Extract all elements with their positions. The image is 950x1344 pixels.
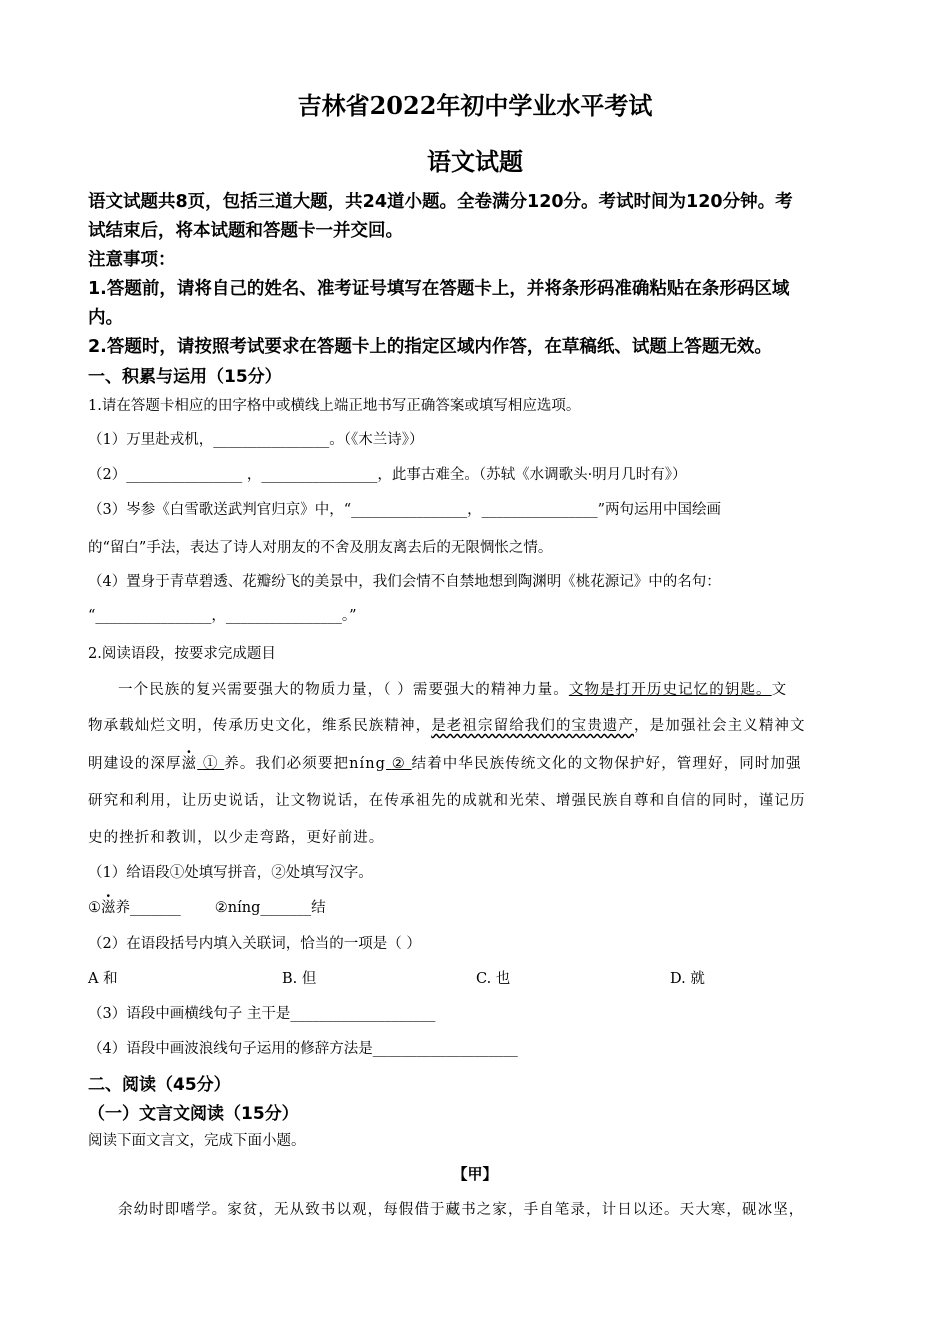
notice-label: 注意事项： <box>88 250 176 270</box>
passage-line-4: 研究和利用，让历史说话，让文物说话，在传承祖先的成就和光荣、增强民族自尊和自信的同时，谨记历 <box>88 793 806 809</box>
blank-2-marker: ② <box>391 756 406 772</box>
section-2-heading: 二、阅读（45分） <box>88 1075 231 1095</box>
q1-item-4-line-1: （4）置身于青草碧透、花瓣纷飞的美景中，我们会情不自禁地想到陶渊明《桃花源记》中的名句： <box>88 574 721 590</box>
passage-text: 养。我们必须要把níng <box>224 756 387 772</box>
q1-stem: 1.请在答题卡相应的田字格中或横线上端正地书写正确答案或填写相应选项。 <box>88 398 581 414</box>
passage-text: 一个民族的复兴需要强大的物质力量，（ ）需要强大的精神力量。 <box>118 682 569 698</box>
q2-sub-2: （2）在语段括号内填入关联词，恰当的一项是（ ） <box>88 936 421 952</box>
intro-line-1: 语文试题共8页，包括三道大题，共24道小题。全卷满分120分。考试时间为120分钟。考 <box>88 192 793 212</box>
passage-label: 【甲】 <box>452 1165 498 1183</box>
underlined-sentence: 文物是打开历史记忆的钥匙。 <box>568 682 772 698</box>
option-b: B. 但 <box>282 971 317 987</box>
q1-item-2: （2）________________ ，________________，此事古难全。（苏轼《水调歌头·明月几时有》） <box>88 467 687 483</box>
notice-1-line-2: 内。 <box>88 308 123 328</box>
q2-sub-3: （3）语段中画横线句子 主干是____________________ <box>88 1006 436 1022</box>
passage-text: 明建设的深厚 <box>88 756 182 772</box>
passage-text: 结着中华民族传统文化的文物保护好，管理好，同时加强 <box>411 756 802 772</box>
q2-stem: 2.阅读语段，按要求完成题目 <box>88 646 276 662</box>
q2-sub-4: （4）语段中画波浪线句子运用的修辞方法是____________________ <box>88 1041 518 1057</box>
passage-text: ，是加强社会主义精神文 <box>634 718 806 734</box>
q2-sub-1-answer: ①滋养_______ ②níng_______结 <box>88 900 326 916</box>
section-1-heading: 一、积累与运用（15分） <box>88 367 282 387</box>
passage-line-5: 史的挫折和教训，以少走弯路，更好前进。 <box>88 830 385 846</box>
option-d: D. 就 <box>670 971 705 987</box>
passage-line-1 <box>118 678 787 699</box>
option-c: C. 也 <box>476 971 511 987</box>
page-subtitle: 语文试题 <box>427 147 523 176</box>
wavy-underlined-sentence: 是老祖宗留给我们的宝贵遗产 <box>431 718 635 734</box>
passage-line-3 <box>88 752 802 773</box>
passage-text: 物承载灿烂文明，传承历史文化，维系民族精神， <box>88 718 432 734</box>
dotted-char: 滋 <box>181 756 198 772</box>
passage-line-2 <box>88 714 806 735</box>
option-a: A 和 <box>88 971 118 987</box>
q2-sub-1: （1）给语段①处填写拼音，②处填写汉字。 <box>88 865 373 881</box>
section-2-instruction: 阅读下面文言文，完成下面小题。 <box>88 1133 306 1149</box>
blank-1-marker: ① <box>202 756 219 772</box>
section-2-sub-heading: （一）文言文阅读（15分） <box>88 1104 299 1124</box>
q1-item-3-line-1: （3）岑参《白雪歌送武判官归京》中，“________________，________________”两句运用中国绘画 <box>88 502 722 518</box>
classical-passage-line-1: 余幼时即嗜学。家贫，无从致书以观，每假借于藏书之家，手自笔录，计日以还。天大寒，砚冰坚， <box>118 1202 805 1218</box>
q1-item-4-line-2: “________________，________________。” <box>88 608 357 624</box>
intro-line-2: 试结束后，将本试题和答题卡一并交回。 <box>88 221 403 241</box>
q1-item-1: （1）万里赴戎机，________________。（《木兰诗》） <box>88 432 424 448</box>
passage-text: 文 <box>771 682 788 698</box>
q1-item-3-line-2: 的“留白”手法，表达了诗人对朋友的不舍及朋友离去后的无限惆怅之情。 <box>88 540 553 556</box>
page-title: 吉林省2022年初中学业水平考试 <box>297 91 653 120</box>
notice-2: 2.答题时，请按照考试要求在答题卡上的指定区域内作答，在草稿纸、试题上答题无效。 <box>88 337 772 357</box>
dotted-char: 滋 <box>101 900 116 916</box>
notice-1-line-1: 1.答题前，请将自己的姓名、准考证号填写在答题卡上，并将条形码准确粘贴在条形码区域 <box>88 279 790 299</box>
